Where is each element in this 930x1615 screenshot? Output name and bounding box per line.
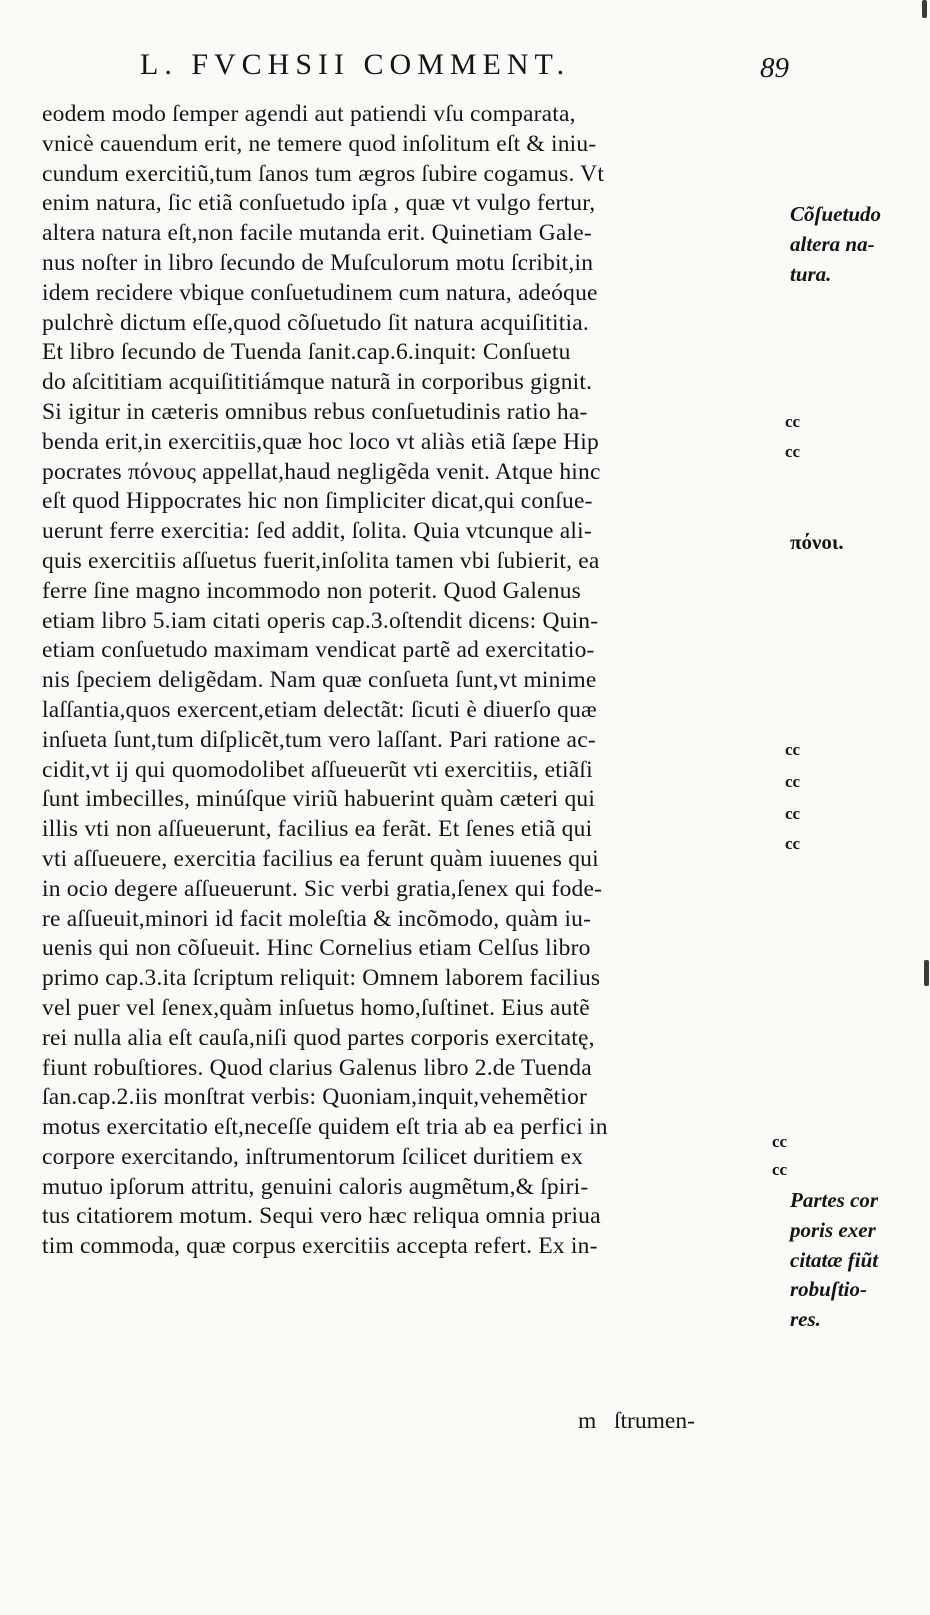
quote-mark: cc — [785, 412, 801, 431]
quote-mark: cc — [772, 1160, 788, 1179]
body-text — [42, 100, 772, 1262]
text-line: cidit,vt ij qui quomodolibet aſſueuerũt vti exercitiis, etiãſi — [42, 756, 593, 783]
quote-mark: cc — [785, 834, 801, 853]
edge-bleed-mark — [922, 0, 927, 18]
text-line: enim natura, ſic etiã conſuetudo ipſa , quæ vt vulgo fertur, — [42, 190, 596, 217]
margin-note-consuetudo — [790, 200, 881, 289]
text-line: cundum exercitiũ,tum ſanos tum ægros ſubire cogamus. Vt — [42, 160, 605, 187]
text-line: laſſantia,quos exercent,etiam delectãt: ſicuti è diuerſo quæ — [42, 696, 597, 723]
text-line: primo cap.3.ita ſcriptum reliquit: Omnem laborem facilius — [42, 965, 601, 992]
text-line: corpore exercitando, inſtrumentorum ſcilicet duritiem ex — [42, 1143, 584, 1170]
text-line: motus exercitatio eſt,neceſſe quidem eſt tria ab ea perfici in — [42, 1114, 608, 1141]
margin-note-line: tura. — [790, 261, 832, 286]
margin-note-ponoi — [790, 528, 844, 558]
text-line: tus citatiorem motum. Sequi vero hæc reliqua omnia priua — [42, 1203, 601, 1230]
text-line: ſunt imbecilles, minúſque viriũ habuerint quàm cæteri qui — [42, 786, 596, 813]
text-line: Si igitur in cæteris omnibus rebus conſuetudinis ratio ha- — [42, 398, 588, 425]
margin-note-line: robuſtio- — [790, 1277, 868, 1302]
text-line: nis ſpeciem deligẽdam. Nam quæ conſueta ſunt,vt minime — [42, 667, 597, 694]
page-number: 89 — [760, 52, 789, 84]
quote-mark: cc — [772, 1132, 788, 1151]
margin-note-line: poris exer — [790, 1217, 876, 1242]
text-line: rei nulla alia eſt cauſa,niſi quod partes corporis exercitatę, — [42, 1024, 595, 1051]
quote-mark: cc — [785, 740, 801, 759]
text-line: ſan.cap.2.iis monſtrat verbis: Quoniam,inquit,vehemẽtior — [42, 1084, 588, 1111]
text-line: in ocio degere aſſueuerunt. Sic verbi gratia,ſenex qui fode- — [42, 875, 603, 902]
text-line: fiunt robuſtiores. Quod clarius Galenus libro 2.de Tuenda — [42, 1054, 592, 1081]
text-line: mutuo ipſorum attritu, genuini caloris augmẽtum,& ſpiri- — [42, 1173, 589, 1200]
margin-note-line: Partes cor — [790, 1188, 879, 1212]
text-line: ferre ſine magno incommodo non poterit. Quod Galenus — [42, 577, 582, 604]
text-line: benda erit,in exercitiis,quæ hoc loco vt aliàs etiã ſæpe Hip — [42, 428, 599, 455]
margin-note-line: citatæ fiũt — [790, 1247, 879, 1272]
text-line: etiam conſuetudo maximam vendicat partẽ ad exercitatio- — [42, 637, 595, 664]
text-line: vti aſſueuere, exercitia facilius ea ferunt quàm iuuenes qui — [42, 845, 599, 872]
text-line: do aſcititiam acquiſititiámque naturã in corporibus gignit. — [42, 369, 593, 396]
text-line: Et libro ſecundo de Tuenda ſanit.cap.6.inquit: Conſuetu — [42, 339, 571, 366]
text-line: pulchrè dictum eſſe,quod cõſuetudo ſit natura acquiſititia. — [42, 309, 589, 336]
quote-mark: cc — [785, 804, 801, 823]
running-head: L. FVCHSII COMMENT. — [140, 48, 571, 81]
text-line: eſt quod Hippocrates hic non ſimpliciter dicat,qui conſue- — [42, 488, 593, 515]
quote-mark: cc — [785, 442, 801, 461]
edge-bleed-mark — [924, 960, 929, 986]
text-line: illis vti non aſſueuerunt, facilius ea ferãt. Et ſenes etiã qui — [42, 816, 593, 843]
text-line: inſueta ſunt,tum diſplicẽt,tum vero laſſant. Pari ratione ac- — [42, 726, 596, 753]
text-line: uerunt ferre exercitia: ſed addit, ſolita. Quia vtcunque ali- — [42, 518, 592, 545]
margin-note-line: Cõſuetudo — [790, 202, 882, 226]
text-line: pocrates πόνους appellat,haud negligẽda venit. Atque hinc — [42, 458, 601, 485]
margin-note-line: altera na- — [790, 231, 875, 256]
page-footer — [0, 1408, 930, 1442]
quote-mark: cc — [785, 772, 801, 791]
text-line: vel puer vel ſenex,quàm inſuetus homo,ſuſtinet. Eius autẽ — [42, 994, 590, 1021]
margin-note-line: πόνοι. — [790, 530, 844, 554]
text-line: nus noſter in libro ſecundo de Muſculorum motu ſcribit,in — [42, 249, 594, 276]
text-line: vnicè cauendum erit, ne temere quod inſolitum eſt & iniu- — [42, 130, 597, 157]
text-line: quis exercitiis aſſuetus fuerit,inſolita tamen vbi ſubierit, ea — [42, 547, 600, 574]
text-line: uenis qui non cõſueuit. Hinc Cornelius etiam Celſus libro — [42, 935, 591, 962]
text-line: tim commoda, quæ corpus exercitiis accepta refert. Ex in- — [42, 1233, 598, 1260]
text-line: re aſſueuit,minori id facit moleſtia & incõmodo, quàm iu- — [42, 905, 592, 932]
text-line: eodem modo ſemper agendi aut patiendi vſu comparata, — [42, 101, 576, 127]
text-line: altera natura eſt,non facile mutanda erit. Quinetiam Gale- — [42, 220, 592, 247]
catchword: ſtrumen- — [614, 1408, 695, 1434]
text-line: idem recidere vbique conſuetudinem cum natura, adeóque — [42, 279, 598, 306]
text-line: etiam libro 5.iam citati operis cap.3.oſtendit dicens: Quin- — [42, 607, 599, 634]
signature-mark: m — [578, 1408, 597, 1434]
margin-note-partes — [790, 1186, 878, 1335]
margin-note-line: res. — [790, 1307, 821, 1332]
